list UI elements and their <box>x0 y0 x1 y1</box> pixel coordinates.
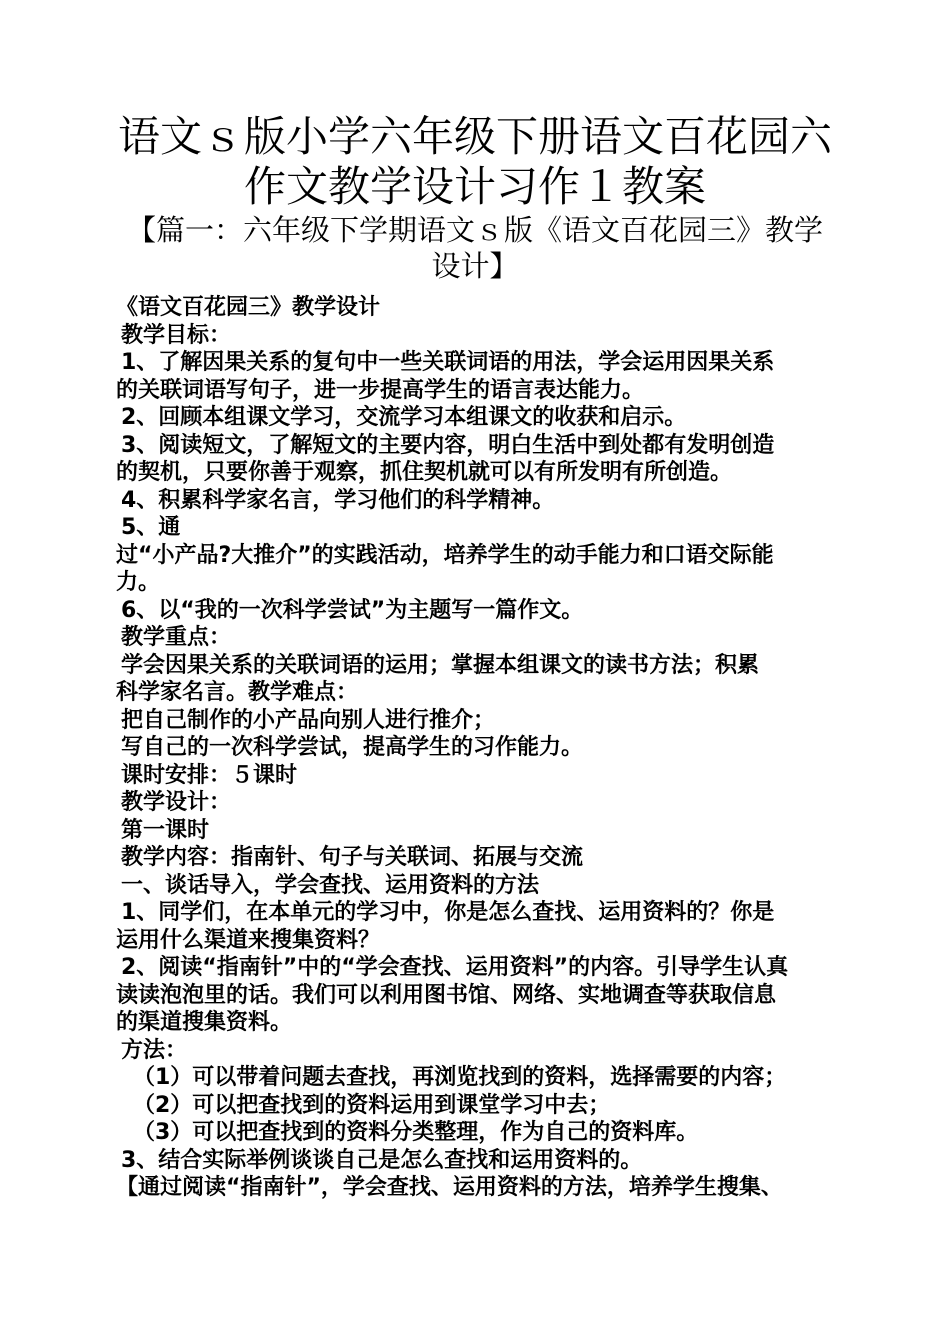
body-text-line: （3）可以把查找到的资料分类整理，作为自己的资料库。 <box>133 1120 699 1145</box>
document-subtitle-line-2: 设计】 <box>431 249 519 283</box>
body-text-line: 第一课时 <box>121 817 210 843</box>
document-title-line-1: 语文ｓ版小学六年级下册语文百花园六 <box>117 112 832 161</box>
body-text-line: 4、积累科学家名言，学习他们的科学精神。 <box>121 487 555 513</box>
body-text-line: 把自己制作的小产品向别人进行推介； <box>121 707 496 733</box>
body-text-line: 《语文百花园三》教学设计 <box>116 295 381 320</box>
body-text-line: 过“小产品?大推介”的实践活动，培养学生的动手能力和口语交际能 <box>116 542 774 568</box>
body-text-line: 1、了解因果关系的复句中一些关联词语的用法，学会运用因果关系 <box>121 350 775 375</box>
body-text-line: 力。 <box>116 570 161 595</box>
body-text-line: 1、同学们，在本单元的学习中，你是怎么查找、运用资料的？你是 <box>121 900 775 925</box>
body-text-line: 教学重点： <box>121 625 232 650</box>
body-text-line: （1）可以带着问题去查找，再浏览找到的资料，选择需要的内容； <box>133 1065 787 1090</box>
document-body <box>116 294 846 1202</box>
body-text-line: 运用什么渠道来搜集资料？ <box>116 927 381 953</box>
body-text-line: 6、以“我的一次科学尝试”为主题写一篇作文。 <box>121 597 584 623</box>
body-text-line: 2、回顾本组课文学习，交流学习本组课文的收获和启示。 <box>121 405 687 430</box>
body-text-line: 方法： <box>121 1037 188 1063</box>
body-text-line: 5、通 <box>121 515 181 540</box>
document-title-block <box>0 112 950 284</box>
body-text-line: 读读泡泡里的话。我们可以利用图书馆、网络、实地调查等获取信息 <box>116 982 777 1008</box>
body-text-line: 教学内容：指南针、句子与关联词、拓展与交流 <box>121 845 584 870</box>
body-text-line: 的契机，只要你善于观察，抓住契机就可以有所发明有所创造。 <box>116 460 733 485</box>
body-text-line: 科学家名言。教学难点： <box>116 680 359 705</box>
body-text-line: 学会因果关系的关联词语的运用；掌握本组课文的读书方法；积累 <box>121 652 760 678</box>
body-text-line: 写自己的一次科学尝试，提高学生的习作能力。 <box>121 735 584 760</box>
body-text-line: 的渠道搜集资料。 <box>116 1010 293 1035</box>
body-text-line: 课时安排：５课时 <box>121 762 298 788</box>
body-text-line: 教学目标： <box>121 322 232 348</box>
body-text-line: 一、谈话导入，学会查找、运用资料的方法 <box>121 872 540 898</box>
body-text-line: （2）可以把查找到的资料运用到课堂学习中去； <box>133 1092 611 1118</box>
body-text-line: 3、阅读短文，了解短文的主要内容，明白生活中到处都有发明创造 <box>121 432 775 458</box>
body-text-line: 【通过阅读“指南针”，学会查找、运用资料的方法，培养学生搜集、 <box>116 1175 783 1200</box>
body-text-line: 3、结合实际举例谈谈自己是怎么查找和运用资料的。 <box>121 1147 643 1173</box>
body-text-line: 2、阅读“指南针”中的“学会查找、运用资料”的内容。引导学生认真 <box>121 955 789 980</box>
document-title-line-2: 作文教学设计习作１教案 <box>243 162 706 211</box>
body-text-line: 的关联词语写句子，进一步提高学生的语言表达能力。 <box>116 377 645 403</box>
document-subtitle-line-1: 【篇一：六年级下学期语文ｓ版《语文百花园三》教学 <box>126 213 823 247</box>
body-text-line: 教学设计： <box>121 790 232 815</box>
